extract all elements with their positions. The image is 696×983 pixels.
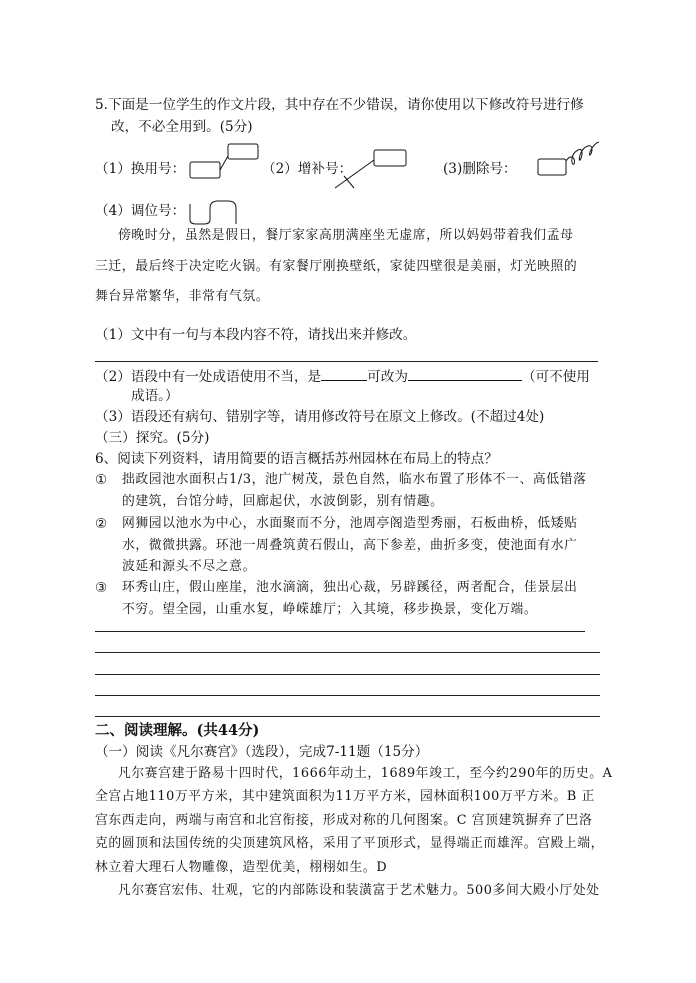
part2-subtitle: （一）阅读《凡尔赛宫》（选段），完成7-11题（15分）: [95, 744, 429, 760]
reading-line-1: 凡尔赛宫建于路易十四时代，1666年动土，1689年竣工，至今约290年的历史。A: [118, 766, 613, 781]
answer-blank-2[interactable]: [408, 366, 522, 381]
q5-instruction-line2: 改，不必全用到。(5分): [111, 119, 253, 135]
answer-line: [95, 695, 600, 696]
delete-symbol-icon: [536, 140, 604, 178]
reading-line-2: 全宫占地110万平方米，其中建筑面积为11万平方米，园林面积100万平方米。B 正: [95, 789, 595, 804]
q6-prompt: 6、阅读下列资料，请用简要的语言概括苏州园林在布局上的特点？: [95, 451, 498, 467]
reading-line-5: 林立着大理石人物雕像，造型优美，栩栩如生。D: [95, 860, 388, 875]
passage-line-1: 傍晚时分，虽然是假日，餐厅家家高朋满座坐无虚席，所以妈妈带着我们孟母: [118, 228, 574, 243]
answer-blank-1[interactable]: [321, 366, 367, 381]
section3-title: （三）探究。(5分): [95, 430, 210, 446]
swap-symbol-icon: [188, 198, 242, 226]
replace-symbol-icon: [188, 143, 260, 181]
passage-line-2: 三迁，最后终于决定吃火锅。有家餐厅刚换壁纸，家徒四壁很是美丽，灯光映照的: [95, 259, 578, 274]
q5-sub2: [95, 366, 590, 387]
answer-line: [95, 716, 600, 717]
item-2-number: ②: [95, 516, 108, 532]
item-1-line-1: 拙政园池水面积占1/3，池广树茂，景色自然，临水布置了形体不一、高低错落: [122, 472, 587, 487]
reading-line-3: 宫东西走向，两端与南宫和北宫衔接，形成对称的几何图案。C 宫顶建筑摒弃了巴洛: [95, 813, 593, 828]
q5-sub2-part-c: （可不使用: [521, 369, 590, 385]
item-2-line-1: 网狮园以池水为中心，水面聚而不分，池周亭阁造型秀丽，石板曲桥，低矮贴: [122, 516, 578, 531]
item-1-line-2: 的建筑，台馆分峙，回廊起伏，水波倒影，别有情趣。: [122, 494, 444, 509]
item-2-line-3: 波延和源头不尽之意。: [122, 559, 256, 574]
answer-line: [95, 631, 585, 632]
item-3-number: ③: [95, 580, 108, 596]
answer-line: [95, 361, 598, 362]
q5-sub3: （3）语段还有病句、错别字等，请用修改符号在原文上修改。(不超过4处): [95, 409, 545, 425]
item-2-line-2: 水，微微拱露。环池一周叠筑黄石假山，高下参差，曲折多变，使池面有水广: [122, 538, 578, 553]
q5-instruction-line1: 5.下面是一位学生的作文片段，其中存在不少错误，请你使用以下修改符号进行修: [95, 97, 584, 113]
swap-symbol-label: （4）调位号：: [95, 203, 186, 219]
item-3-line-1: 环秀山庄，假山座崖，池水滴滴，独出心裁，另辟蹊径，两者配合，佳景层出: [122, 580, 578, 595]
q5-sub2-part-a: （2）语段中有一处成语使用不当，是: [95, 369, 322, 385]
add-symbol-label: （2）增补号：: [262, 161, 353, 177]
reading-line-6: 凡尔赛宫宏伟、壮观，它的内部陈设和装潢富于艺术魅力。500多间大殿小厅处处: [118, 883, 600, 898]
answer-line: [95, 652, 600, 653]
item-3-line-2: 不穷。望全园，山重水复，峥嵘雄厅；入其境，移步换景，变化万端。: [122, 602, 538, 617]
answer-line: [95, 674, 600, 675]
q5-sub1: （1）文中有一句与本段内容不符，请找出来并修改。: [95, 327, 417, 343]
add-symbol-icon: [330, 146, 410, 192]
part2-title: 二、阅读理解。(共44分): [95, 722, 260, 739]
delete-symbol-label: (3)删除号：: [443, 161, 517, 177]
item-1-number: ①: [95, 472, 108, 488]
passage-line-3: 舞台异常繁华，非常有气氛。: [95, 289, 270, 304]
q5-sub2-part-b: 可改为: [367, 369, 408, 385]
replace-symbol-label: （1）换用号：: [95, 161, 186, 177]
reading-line-4: 克的圆顶和法国传统的尖顶建筑风格，采用了平顶形式，显得端正而雄浑。宫殿上端，: [95, 836, 605, 851]
q5-sub2-cont: 成语。）: [131, 388, 179, 404]
